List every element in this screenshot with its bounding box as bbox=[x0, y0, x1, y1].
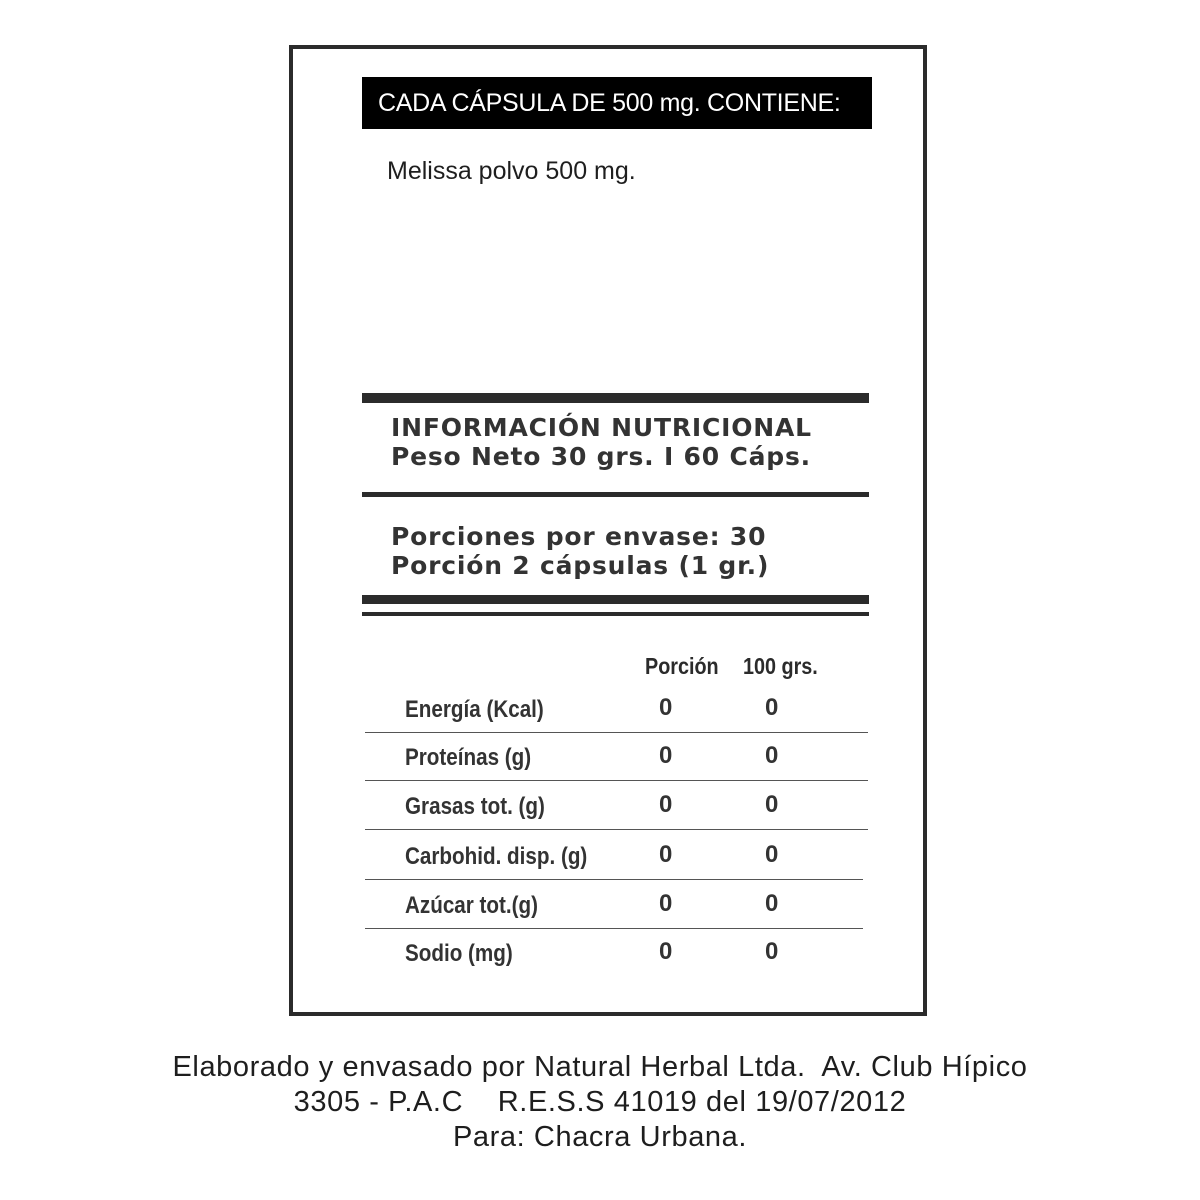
nutrient-name: Energía (Kcal) bbox=[405, 696, 544, 723]
nutrition-row bbox=[365, 928, 868, 977]
serving-info bbox=[391, 522, 769, 580]
portion-value: 0 bbox=[659, 841, 673, 868]
nutrition-row bbox=[365, 831, 868, 880]
per100-value: 0 bbox=[765, 890, 779, 917]
nutrient-name: Carbohid. disp. (g) bbox=[405, 843, 588, 870]
portion-value: 0 bbox=[659, 938, 673, 965]
serving-size: Porción 2 cápsulas (1 gr.) bbox=[391, 551, 770, 580]
per100-value: 0 bbox=[765, 841, 779, 868]
nutrition-row bbox=[365, 781, 868, 830]
per100-value: 0 bbox=[765, 694, 779, 721]
column-header-100g: 100 grs. bbox=[743, 653, 818, 679]
portion-value: 0 bbox=[659, 791, 673, 818]
per100-value: 0 bbox=[765, 938, 779, 965]
nutrition-title: INFORMACIÓN NUTRICIONAL bbox=[391, 413, 812, 442]
nutrition-row bbox=[365, 684, 868, 733]
footer-line: Para: Chacra Urbana. bbox=[452, 1121, 748, 1153]
nutrient-name: Proteínas (g) bbox=[405, 744, 532, 771]
nutrition-row bbox=[365, 880, 868, 929]
ingredient-text: Melissa polvo 500 mg. bbox=[387, 157, 636, 185]
per100-value: 0 bbox=[765, 791, 779, 818]
product-label bbox=[289, 45, 927, 1016]
servings-per-container: Porciones por envase: 30 bbox=[391, 522, 767, 551]
divider-thick bbox=[362, 595, 869, 604]
manufacturer-footer bbox=[0, 1050, 1200, 1155]
divider bbox=[362, 492, 869, 497]
portion-value: 0 bbox=[659, 890, 673, 917]
net-weight: Peso Neto 30 grs. I 60 Cáps. bbox=[391, 442, 811, 471]
divider-thick bbox=[362, 393, 869, 403]
portion-value: 0 bbox=[659, 694, 673, 721]
nutrition-row bbox=[365, 732, 868, 781]
nutrient-name: Grasas tot. (g) bbox=[405, 793, 545, 820]
nutrient-name: Sodio (mg) bbox=[405, 940, 513, 967]
row-divider bbox=[365, 829, 868, 830]
divider bbox=[362, 612, 869, 616]
per100-value: 0 bbox=[765, 742, 779, 769]
capsule-content-header: CADA CÁPSULA DE 500 mg. CONTIENE: bbox=[362, 77, 872, 129]
nutrient-name: Azúcar tot.(g) bbox=[405, 892, 539, 919]
column-header-portion: Porción bbox=[645, 653, 719, 679]
footer-line: Elaborado y envasado por Natural Herbal Ltda. Av. Club Hípico bbox=[172, 1051, 1028, 1083]
portion-value: 0 bbox=[659, 742, 673, 769]
footer-line: 3305 - P.A.C R.E.S.S 41019 del 19/07/2012 bbox=[293, 1086, 907, 1118]
nutrition-heading bbox=[391, 413, 812, 471]
